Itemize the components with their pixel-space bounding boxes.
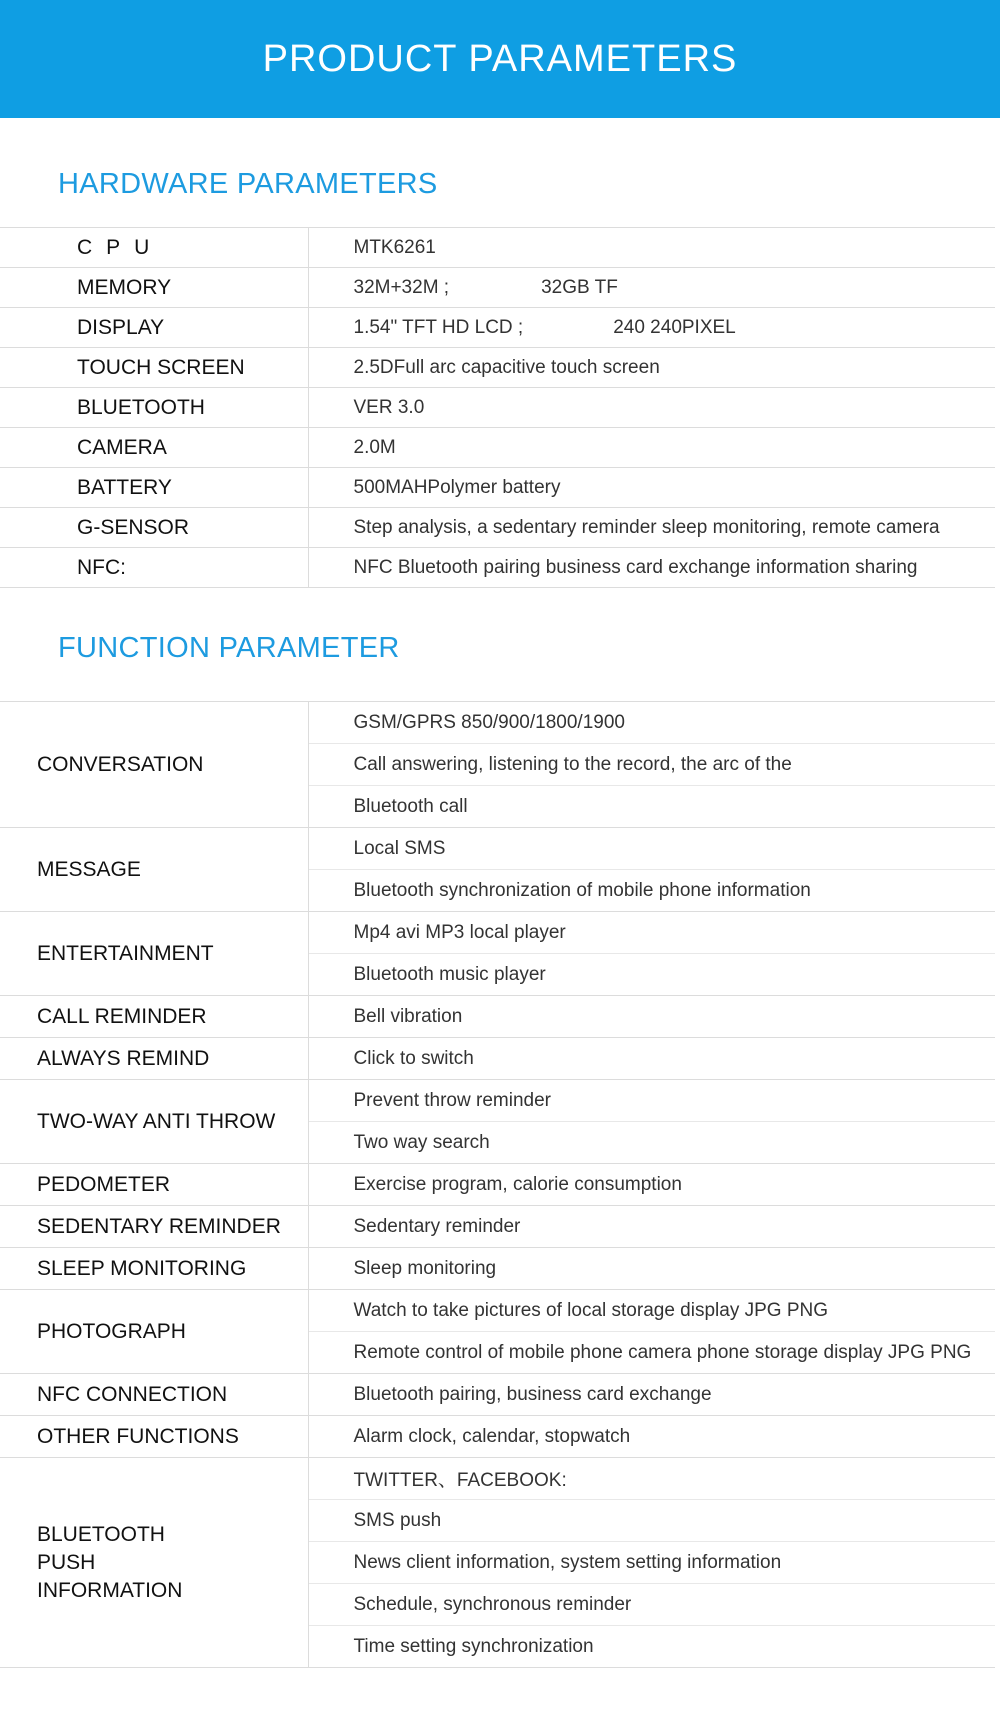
table-row xyxy=(0,348,995,388)
function-value: Two way search xyxy=(308,1122,995,1164)
table-row xyxy=(0,548,995,588)
function-value: Local SMS xyxy=(308,828,995,870)
function-table xyxy=(0,701,995,1668)
param-value: MTK6261 xyxy=(308,228,995,268)
table-row xyxy=(0,1206,995,1248)
table-row xyxy=(0,308,995,348)
function-name: ALWAYS REMIND xyxy=(0,1038,308,1080)
function-name: NFC CONNECTION xyxy=(0,1374,308,1416)
function-value: Watch to take pictures of local storage display JPG PNG xyxy=(308,1290,995,1332)
function-value: Bluetooth pairing, business card exchange xyxy=(308,1374,995,1416)
header-banner xyxy=(0,0,1000,118)
param-value-cell xyxy=(308,308,995,348)
param-value: 32M+32M ; xyxy=(353,276,450,298)
function-value: Bluetooth music player xyxy=(308,954,995,996)
function-name: ENTERTAINMENT xyxy=(0,912,308,996)
function-value: Prevent throw reminder xyxy=(308,1080,995,1122)
param-name: G-SENSOR xyxy=(0,508,308,548)
table-row xyxy=(0,1164,995,1206)
function-value: Time setting synchronization xyxy=(308,1626,995,1668)
function-value: GSM/GPRS 850/900/1800/1900 xyxy=(308,702,995,744)
param-value: Step analysis, a sedentary reminder sleep monitoring, remote camera xyxy=(308,508,995,548)
table-row xyxy=(0,702,995,744)
table-row xyxy=(0,912,995,954)
function-name: BLUETOOTH PUSH INFORMATION xyxy=(0,1458,308,1668)
param-name: TOUCH SCREEN xyxy=(0,348,308,388)
function-value: News client information, system setting information xyxy=(308,1542,995,1584)
param-value: NFC Bluetooth pairing business card exchange information sharing xyxy=(308,548,995,588)
param-value-cell xyxy=(308,268,995,308)
hardware-section-title: HARDWARE PARAMETERS xyxy=(58,168,438,200)
param-name: DISPLAY xyxy=(0,308,308,348)
function-value: Mp4 avi MP3 local player xyxy=(308,912,995,954)
param-value-secondary: 32GB TF xyxy=(541,276,618,298)
function-name: TWO-WAY ANTI THROW xyxy=(0,1080,308,1164)
table-row xyxy=(0,388,995,428)
param-value: 2.5DFull arc capacitive touch screen xyxy=(308,348,995,388)
param-name: NFC: xyxy=(0,548,308,588)
table-row xyxy=(0,228,995,268)
function-value: Exercise program, calorie consumption xyxy=(308,1164,995,1206)
function-value: Sedentary reminder xyxy=(308,1206,995,1248)
function-value: Bluetooth call xyxy=(308,786,995,828)
param-name: BLUETOOTH xyxy=(0,388,308,428)
function-value: TWITTER、FACEBOOK: xyxy=(308,1458,995,1500)
param-name: BATTERY xyxy=(0,468,308,508)
page-title: PRODUCT PARAMETERS xyxy=(262,37,738,80)
hardware-table xyxy=(0,227,995,588)
function-name: PEDOMETER xyxy=(0,1164,308,1206)
param-name: MEMORY xyxy=(0,268,308,308)
table-row xyxy=(0,1080,995,1122)
function-section-title: FUNCTION PARAMETER xyxy=(58,632,400,664)
function-value: Alarm clock, calendar, stopwatch xyxy=(308,1416,995,1458)
function-name: SEDENTARY REMINDER xyxy=(0,1206,308,1248)
table-row xyxy=(0,508,995,548)
function-name: MESSAGE xyxy=(0,828,308,912)
function-value: Click to switch xyxy=(308,1038,995,1080)
param-value: 500MAHPolymer battery xyxy=(308,468,995,508)
table-row xyxy=(0,1290,995,1332)
param-value-secondary: 240 240PIXEL xyxy=(613,316,736,338)
function-name: CALL REMINDER xyxy=(0,996,308,1038)
function-value: Call answering, listening to the record, the arc of the xyxy=(308,744,995,786)
table-row xyxy=(0,1458,995,1500)
function-value: SMS push xyxy=(308,1500,995,1542)
param-value: 2.0M xyxy=(308,428,995,468)
function-value: Bluetooth synchronization of mobile phone information xyxy=(308,870,995,912)
table-row xyxy=(0,996,995,1038)
function-name: PHOTOGRAPH xyxy=(0,1290,308,1374)
table-row xyxy=(0,468,995,508)
param-name: CAMERA xyxy=(0,428,308,468)
table-row xyxy=(0,1374,995,1416)
table-row xyxy=(0,268,995,308)
table-row xyxy=(0,1248,995,1290)
table-row xyxy=(0,1416,995,1458)
function-name: SLEEP MONITORING xyxy=(0,1248,308,1290)
param-value: VER 3.0 xyxy=(308,388,995,428)
function-value: Schedule, synchronous reminder xyxy=(308,1584,995,1626)
table-row xyxy=(0,828,995,870)
function-value: Bell vibration xyxy=(308,996,995,1038)
function-value: Remote control of mobile phone camera phone storage display JPG PNG xyxy=(308,1332,995,1374)
table-row xyxy=(0,428,995,468)
param-name: CPU xyxy=(0,228,308,268)
function-name: OTHER FUNCTIONS xyxy=(0,1416,308,1458)
table-row xyxy=(0,1038,995,1080)
function-name: CONVERSATION xyxy=(0,702,308,828)
function-value: Sleep monitoring xyxy=(308,1248,995,1290)
param-value: 1.54" TFT HD LCD ; xyxy=(353,316,524,338)
